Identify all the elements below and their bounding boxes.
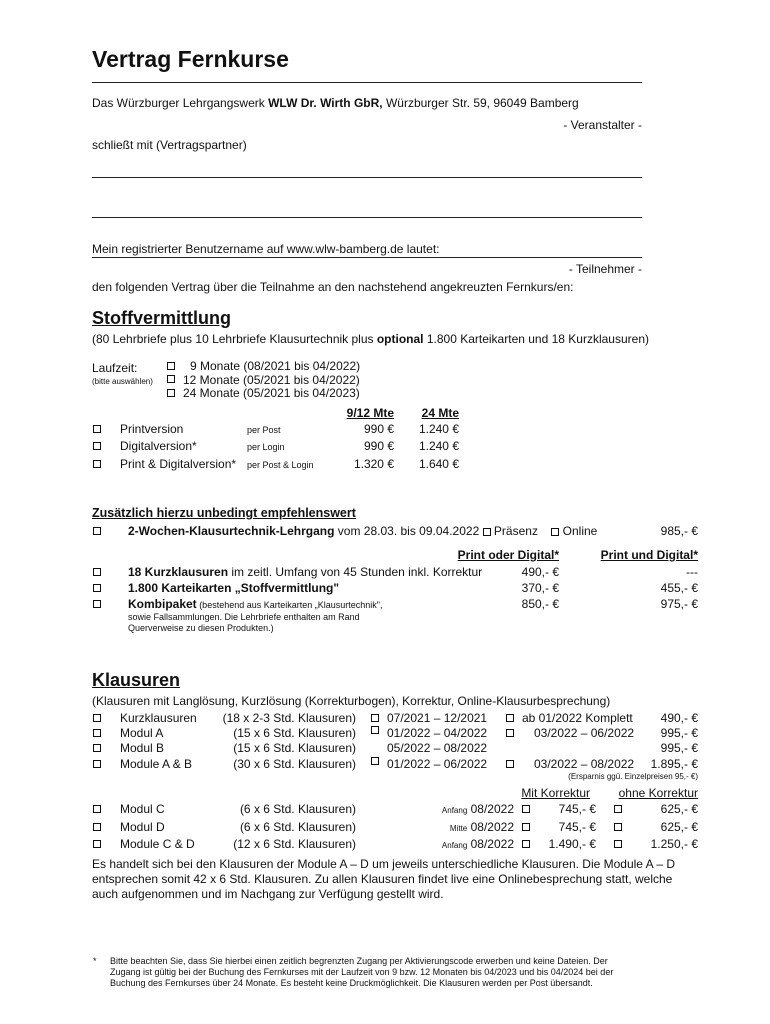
stoff-desc-b: 1.800 Karteikarten und 18 Kurzklausuren) [423, 332, 649, 346]
klausuren-module-when-label: Anfang [441, 806, 468, 815]
stoff-desc-a: (80 Lehrbriefe plus 10 Lehrbriefe Klausurtechnik plus [92, 332, 377, 346]
stoff-row-price-12: 990 € [363, 439, 394, 453]
extra-option-online: Online [562, 524, 598, 538]
organizer-prefix: Das Würzburger Lehrgangswerk [92, 96, 269, 110]
klausuren-row-price: 490,- € [660, 711, 698, 725]
footnote-mark: * [93, 956, 97, 966]
extra-item3-desc-line2: sowie Fallsammlungen. Die Lehrbriefe enthalten am Rand [128, 612, 360, 622]
klausuren-module-checkbox[interactable] [93, 805, 101, 813]
klausuren-row-price: 1.895,- € [650, 757, 698, 771]
klausuren-module-price-without: 625,- € [660, 802, 698, 816]
footnote-line1: Bitte beachten Sie, dass Sie hierbei einen zeitlich begrenzten Zugang per Aktivierungscode erwerben und keine Dateien. Der [110, 956, 608, 966]
extra-checkbox-online[interactable] [551, 528, 559, 536]
klausuren-row-amount: (18 x 2-3 Std. Klausuren) [222, 711, 356, 725]
klausuren-module-when-date: 08/2022 [470, 802, 514, 816]
stoff-row-price-12: 990 € [363, 422, 394, 436]
extra-course-price: 985,- € [660, 524, 698, 538]
extra-item3-price-and: 975,- € [660, 597, 698, 611]
klausuren-module-price-with: 745,- € [558, 802, 596, 816]
stoff-col-header-24: 24 Mte [421, 406, 459, 420]
klausuren-checkbox-option2[interactable] [506, 729, 514, 737]
klausuren-row-option1: 01/2022 – 04/2022 [387, 726, 488, 740]
klausuren-checkbox-option2[interactable] [506, 760, 514, 768]
klausuren-row-option1: 07/2021 – 12/2021 [387, 711, 488, 725]
klausuren-module-price-without: 1.250,- € [650, 837, 698, 851]
klausuren-module-name: Modul C [120, 802, 165, 816]
extra-item-kombipaket [128, 597, 382, 611]
stoff-row-via: per Post & Login [247, 460, 314, 470]
agreement-text: den folgenden Vertrag über die Teilnahme an den nachstehend angekreuzten Fernkurs/en: [92, 280, 574, 294]
section-heading-stoffvermittlung: Stoffvermittlung [92, 308, 231, 328]
laufzeit-label: Laufzeit: [92, 361, 138, 375]
klausuren-module-when-label: Mitte [449, 824, 468, 833]
klausuren-module-when [420, 802, 514, 816]
extra-course-name: 2-Wochen-Klausurtechnik-Lehrgang [128, 524, 335, 538]
extra-item2-name: 1.800 Karteikarten „Stoffvermittlung" [128, 581, 340, 595]
extra-item3-price-or: 850,- € [521, 597, 559, 611]
klausuren-module-checkbox-without[interactable] [614, 840, 622, 848]
laufzeit-option-24: 24 Monate (05/2021 bis 04/2023) [183, 386, 360, 400]
klausuren-col-with-correction: Mit Korrektur [521, 786, 590, 800]
stoff-row-name: Printversion [120, 422, 184, 436]
stoff-checkbox-print-digital[interactable] [93, 460, 101, 468]
partner-line-1[interactable] [92, 177, 642, 178]
klausuren-module-checkbox-with[interactable] [522, 823, 530, 831]
section-heading-extra: Zusätzlich hierzu unbedingt empfehlenswert [92, 506, 356, 520]
title-divider [92, 82, 642, 83]
klausuren-checkbox-option1[interactable] [371, 726, 379, 734]
partner-line-2[interactable] [92, 217, 642, 218]
klausuren-row-option2: 03/2022 – 06/2022 [534, 726, 635, 740]
stoff-row-via: per Login [247, 442, 285, 452]
extra-item-kurzklausuren [128, 565, 482, 579]
stoff-row-price-12: 1.320 € [353, 457, 394, 471]
organizer-name: WLW Dr. Wirth GbR, [268, 96, 383, 110]
extra-item3-desc: (bestehend aus Karteikarten „Klausurtechnik", [196, 600, 383, 610]
klausuren-checkbox-option1[interactable] [371, 757, 379, 765]
klausuren-module-amount: (6 x 6 Std. Klausuren) [239, 802, 356, 816]
stoff-row-price-24: 1.240 € [418, 422, 459, 436]
klausuren-row-option2: 03/2022 – 08/2022 [534, 757, 635, 771]
klausuren-module-when-date: 08/2022 [470, 820, 514, 834]
klausuren-module-amount: (6 x 6 Std. Klausuren) [239, 820, 356, 834]
section-heading-klausuren: Klausuren [92, 670, 181, 690]
laufzeit-option-12: 12 Monate (05/2021 bis 04/2022) [183, 373, 360, 387]
klausuren-row-name: Kurzklausuren [120, 711, 197, 725]
stoff-desc-optional: optional [376, 332, 424, 346]
stoff-row-name: Digitalversion* [120, 439, 197, 453]
extra-item2-price-or: 370,- € [521, 581, 559, 595]
extra-course [128, 524, 597, 538]
laufzeit-option-9: 9 Monate (08/2021 bis 04/2022) [190, 359, 361, 373]
contract-with-label: schließt mit (Vertragspartner) [92, 138, 247, 152]
organizer-address: Würzburger Str. 59, 96049 Bamberg [382, 96, 579, 110]
klausuren-row-amount: (15 x 6 Std. Klausuren) [233, 726, 356, 740]
klausuren-row-price: 995,- € [660, 741, 698, 755]
klausuren-module-when-label: Anfang [441, 841, 468, 850]
klausuren-row-amount: (15 x 6 Std. Klausuren) [233, 741, 356, 755]
klausuren-row-name: Modul B [120, 741, 165, 755]
klausuren-checkbox[interactable] [93, 714, 101, 722]
klausuren-module-amount: (12 x 6 Std. Klausuren) [233, 837, 356, 851]
role-organizer: - Veranstalter - [563, 118, 642, 132]
extra-item2-price-and: 455,- € [660, 581, 698, 595]
laufzeit-checkbox-24[interactable] [167, 389, 175, 397]
role-participant: - Teilnehmer - [568, 262, 642, 276]
page-title: Vertrag Fernkurse [92, 46, 289, 72]
klausuren-description: (Klausuren mit Langlösung, Kurzlösung (Korrekturbogen), Korrektur, Online-Klausurbesprechung) [92, 694, 611, 708]
klausuren-row-price: 995,- € [660, 726, 698, 740]
klausuren-module-checkbox-without[interactable] [614, 805, 622, 813]
extra-item1-price-and: --- [686, 565, 698, 579]
klausuren-row-option2: ab 01/2022 Komplett [522, 711, 633, 725]
klausuren-row-name: Module A & B [120, 757, 193, 771]
stoff-description [92, 332, 649, 346]
klausuren-checkbox[interactable] [93, 729, 101, 737]
laufzeit-checkbox-9[interactable] [167, 362, 175, 370]
klausuren-module-price-without: 625,- € [660, 820, 698, 834]
klausuren-checkbox-option1[interactable] [371, 714, 379, 722]
stoff-row-name: Print & Digitalversion* [120, 457, 237, 471]
klausuren-module-price-with: 745,- € [558, 820, 596, 834]
username-line[interactable] [92, 257, 642, 258]
laufzeit-hint: (bitte auswählen) [92, 377, 153, 386]
klausuren-module-checkbox[interactable] [93, 823, 101, 831]
organizer-line [92, 96, 579, 110]
klausuren-module-checkbox-with[interactable] [522, 805, 530, 813]
extra-col-header-and: Print und Digital* [600, 548, 698, 562]
klausuren-module-when [420, 820, 514, 834]
klausuren-checkbox[interactable] [93, 744, 101, 752]
extra-checkbox-course[interactable] [93, 527, 101, 535]
username-label: Mein registrierter Benutzername auf www.wlw-bamberg.de lautet: [92, 242, 440, 256]
extra-item1-desc: im zeitl. Umfang von 45 Stunden inkl. Korrektur [228, 565, 483, 579]
klausuren-module-name: Module C & D [120, 837, 195, 851]
stoff-checkbox-print[interactable] [93, 425, 101, 433]
stoff-col-header-12: 9/12 Mte [346, 406, 394, 420]
klausuren-checkbox[interactable] [93, 760, 101, 768]
klausuren-savings-note: (Ersparnis ggü. Einzelpreisen 95,- €) [568, 772, 698, 781]
klausuren-text-line3: auch aufgenommen und im Nachgang zur Verfügung gestellt wird. [92, 887, 444, 901]
extra-checkbox-kombipaket[interactable] [93, 600, 101, 608]
extra-item1-price-or: 490,- € [521, 565, 559, 579]
klausuren-text-line2: entsprechen somit 42 x 6 Std. Klausuren. Zu allen Klausuren findet live eine Onlinebesprechung statt, welche [92, 872, 673, 886]
klausuren-col-without-correction: ohne Korrektur [618, 786, 698, 800]
extra-col-header-or: Print oder Digital* [457, 548, 559, 562]
footnote-line3: Buchung des Fernkurses über 24 Monate. Es besteht keine Druckmöglichkeit. Die Klausuren werden per Post übersandt. [110, 978, 593, 988]
extra-checkbox-kurzklausuren[interactable] [93, 568, 101, 576]
extra-item1-name: 18 Kurzklausuren [128, 565, 229, 579]
klausuren-module-name: Modul D [120, 820, 165, 834]
extra-course-dates: vom 28.03. bis 09.04.2022 [334, 524, 483, 538]
klausuren-module-price-with: 1.490,- € [548, 837, 596, 851]
extra-option-presence: Präsenz [493, 524, 538, 538]
klausuren-checkbox-option2[interactable] [506, 714, 514, 722]
klausuren-module-when [420, 837, 514, 851]
footnote-line2: Zugang ist gültig bei der Buchung des Fernkurses mit der Laufzeit von 9 bzw. 12 Monaten bis 04/2023 und bis 04/2024 bei der [110, 967, 614, 977]
klausuren-row-amount: (30 x 6 Std. Klausuren) [233, 757, 356, 771]
extra-item3-desc-line3: Querverweise zu diesen Produkten.) [128, 623, 274, 633]
klausuren-module-when-date: 08/2022 [470, 837, 514, 851]
extra-checkbox-karteikarten[interactable] [93, 584, 101, 592]
extra-checkbox-presence[interactable] [483, 528, 491, 536]
klausuren-module-checkbox-without[interactable] [614, 823, 622, 831]
stoff-checkbox-digital[interactable] [93, 442, 101, 450]
klausuren-module-checkbox-with[interactable] [522, 840, 530, 848]
klausuren-text-line1: Es handelt sich bei den Klausuren der Module A – D um jeweils unterschiedliche Klausuren. Die Module A – D [92, 857, 676, 871]
stoff-row-via: per Post [247, 425, 281, 435]
klausuren-row-option1: 05/2022 – 08/2022 [387, 741, 488, 755]
klausuren-module-checkbox[interactable] [93, 840, 101, 848]
laufzeit-checkbox-12[interactable] [167, 375, 175, 383]
stoff-row-price-24: 1.640 € [418, 457, 459, 471]
klausuren-row-option1: 01/2022 – 06/2022 [387, 757, 488, 771]
extra-item3-name: Kombipaket [128, 597, 197, 611]
stoff-row-price-24: 1.240 € [418, 439, 459, 453]
klausuren-row-name: Modul A [120, 726, 164, 740]
